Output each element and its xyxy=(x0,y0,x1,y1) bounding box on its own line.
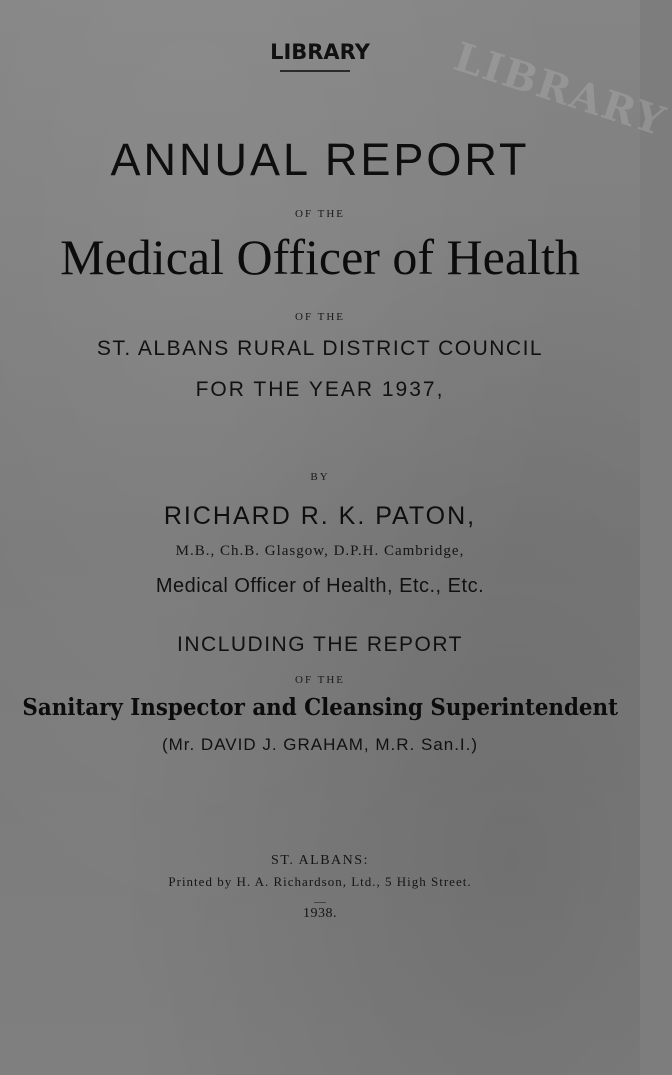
report-title: ANNUAL REPORT xyxy=(110,134,530,185)
by-label: BY xyxy=(310,471,330,483)
including-heading: INCLUDING THE REPORT xyxy=(177,633,463,656)
of-the-label-3: OF THE xyxy=(295,674,345,686)
of-the-label-2: OF THE xyxy=(295,311,345,323)
publication-year: 1938. xyxy=(303,906,337,921)
of-the-label-1: OF THE xyxy=(295,208,345,220)
imprint-dash: — xyxy=(314,894,326,908)
author-name: RICHARD R. K. PATON, xyxy=(163,502,477,530)
council-name: ST. ALBANS RURAL DISTRICT COUNCIL xyxy=(96,337,544,360)
inspector-name: (Mr. DAVID J. GRAHAM, M.R. San.I.) xyxy=(161,735,479,754)
library-stamp-underline xyxy=(280,70,350,72)
sanitary-inspector-title: Sanitary Inspector and Cleansing Superintendent xyxy=(22,694,618,721)
report-year: FOR THE YEAR 1937, xyxy=(195,378,445,401)
author-degrees: M.B., Ch.B. Glasgow, D.P.H. Cambridge, xyxy=(175,543,465,559)
author-position: Medical Officer of Health, Etc., Etc. xyxy=(155,575,485,597)
faded-library-stamp: LIBRARY xyxy=(448,33,672,146)
imprint-printer: Printed by H. A. Richardson, Ltd., 5 High Street. xyxy=(168,874,472,889)
library-stamp: LIBRARY xyxy=(270,40,370,64)
report-subject: Medical Officer of Health xyxy=(60,229,580,285)
imprint-place: ST. ALBANS: xyxy=(271,853,369,868)
